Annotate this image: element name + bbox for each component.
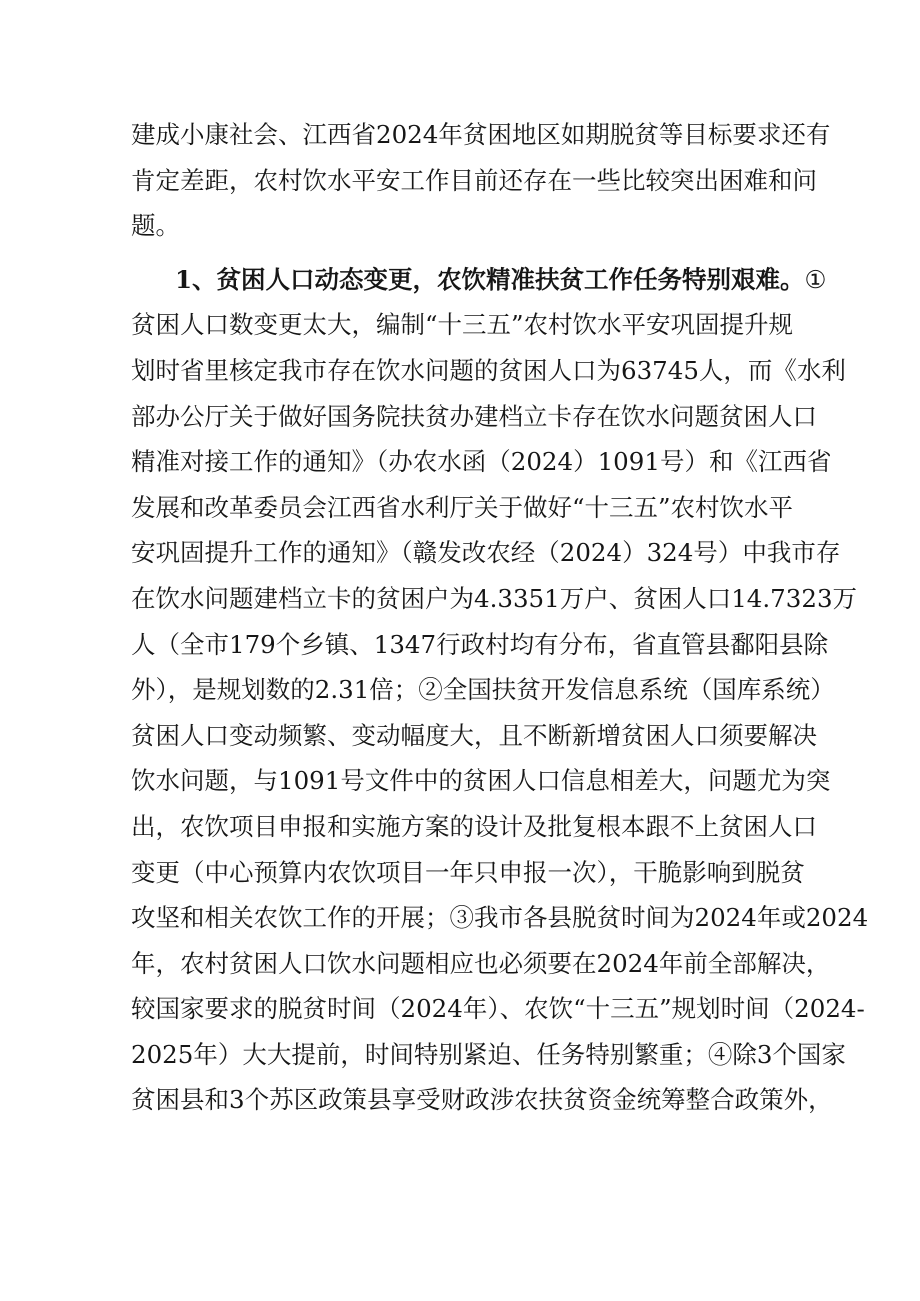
point1-heading: 1、贫困人口动态变更，农饮精准扶贫工作任务特别艰难。 — [175, 264, 805, 294]
body-line: 较国家要求的脱贫时间（2024年）、农饮“十三五”规划时间（2024- — [131, 994, 865, 1024]
intro-line: 建成小康社会、江西省2024年贫困地区如期脱贫等目标要求还有 — [131, 120, 831, 149]
body-line: 年，农村贫困人口饮水问题相应也必须要在2024年前全部解决， — [131, 948, 831, 978]
body-line: 出，农饮项目申报和实施方案的设计及批复根本跟不上贫困人口 — [131, 811, 817, 841]
body-line: 外），是规划数的2.31倍；②全国扶贫开发信息系统（国库系统） — [131, 675, 835, 705]
body-line: 贫困人口数变更太大，编制“十三五”农村饮水平安巩固提升规 — [131, 310, 794, 340]
document-body — [131, 112, 869, 1123]
point1-marker: ① — [804, 264, 827, 294]
body-line: 部办公厅关于做好国务院扶贫办建档立卡存在饮水问题贫困人口 — [131, 401, 817, 431]
body-line: 发展和改革委员会江西省水利厅关于做好“十三五”农村饮水平 — [131, 492, 794, 522]
body-line: 贫困县和3个苏区政策县享受财政涉农扶贫资金统筹整合政策外， — [131, 1085, 833, 1115]
body-line: 2025年）大大提前，时间特别紧迫、任务特别繁重；④除3个国家 — [131, 1039, 846, 1069]
intro-line: 肯定差距，农村饮水平安工作目前还存在一些比较突出困难和问 — [131, 165, 817, 195]
body-line: 人（全市179个乡镇、1347行政村均有分布，省直管县鄱阳县除 — [131, 629, 829, 659]
body-line: 划时省里核定我市存在饮水问题的贫困人口为63745人，而《水利 — [131, 355, 846, 385]
body-line: 攻坚和相关农饮工作的开展；③我市各县脱贫时间为2024年或2024 — [131, 903, 869, 933]
body-line: 变更（中心预算内农饮项目一年只申报一次），干脆影响到脱贫 — [131, 857, 805, 887]
body-line: 在饮水问题建档立卡的贫困户为4.3351万户、贫困人口14.7323万 — [131, 583, 858, 613]
body-line: 精准对接工作的通知》（办农水函（2024）1091号）和《江西省 — [131, 447, 832, 477]
body-line: 贫困人口变动频繁、变动幅度大，且不断新增贫困人口须要解决 — [131, 720, 817, 750]
body-line: 安巩固提升工作的通知》（赣发改农经（2024）324号）中我市存 — [131, 538, 841, 568]
intro-line: 题。 — [131, 211, 180, 241]
body-line: 饮水问题，与1091号文件中的贫困人口信息相差大，问题尤为突 — [131, 766, 831, 796]
point1-first-line — [131, 257, 827, 303]
paragraph-gap — [131, 249, 793, 257]
